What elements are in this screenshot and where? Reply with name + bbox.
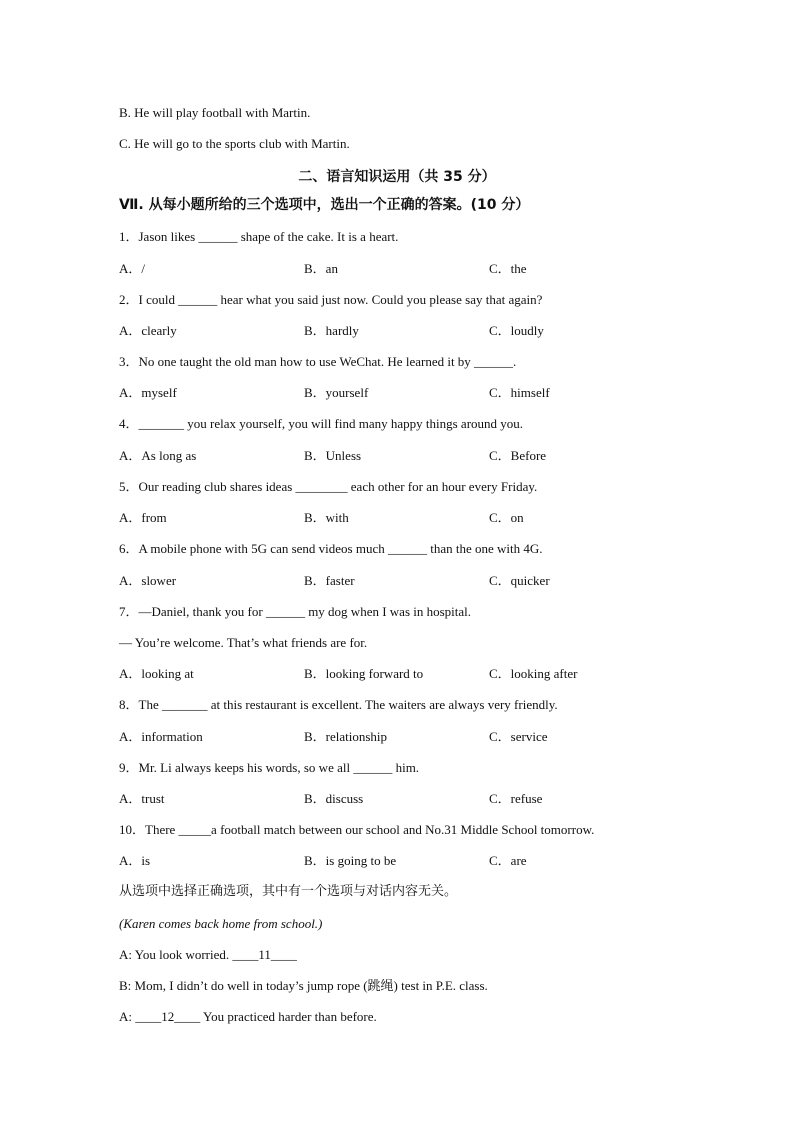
q10-option-a: A．is [119, 853, 151, 868]
q7-option-b: B．looking forward to [304, 666, 424, 681]
question-4: 4．_______ you relax yourself, you will find many happy things around you. [119, 416, 524, 431]
question-7: 7．—Daniel, thank you for ______ my dog when I was in hospital. [119, 604, 472, 619]
q5-option-a: A．from [119, 510, 167, 525]
q10-option-b: B．is going to be [304, 853, 397, 868]
part-7-heading: Ⅶ. 从每小题所给的三个选项中，选出一个正确的答案。(10 分） [119, 197, 530, 213]
q3-option-c: C．himself [489, 385, 550, 400]
q4-option-a: A．As long as [119, 448, 197, 463]
q2-option-b: B．hardly [304, 323, 359, 338]
q2-option-c: C．loudly [489, 323, 544, 338]
q5-option-c: C．on [489, 510, 524, 525]
q2-option-a: A．clearly [119, 323, 177, 338]
q4-option-b: B．Unless [304, 448, 362, 463]
question-10: 10．There _____a football match between our school and No.31 Middle School tomorrow. [119, 822, 595, 837]
dialog-line-1: A: You look worried. ____11____ [119, 947, 297, 962]
question-1: 1．Jason likes ______ shape of the cake. It is a heart. [119, 229, 399, 244]
previous-option-b: B. He will play football with Martin. [119, 105, 311, 120]
q6-option-b: B．faster [304, 573, 355, 588]
question-9: 9．Mr. Li always keeps his words, so we all ______ him. [119, 760, 420, 775]
q1-option-c: C．the [489, 261, 527, 276]
q9-option-a: A．trust [119, 791, 165, 806]
q4-option-c: C．Before [489, 448, 547, 463]
question-5: 5．Our reading club shares ideas ________ each other for an hour every Friday. [119, 479, 538, 494]
q6-option-c: C．quicker [489, 573, 550, 588]
question-3: 3．No one taught the old man how to use WeChat. He learned it by ______. [119, 354, 517, 369]
q7-option-a: A．looking at [119, 666, 194, 681]
q9-option-c: C．refuse [489, 791, 543, 806]
q5-option-b: B．with [304, 510, 349, 525]
question-8: 8．The _______ at this restaurant is excellent. The waiters are always very friendly. [119, 697, 558, 712]
dialog-instruction: 从选项中选择正确选项，其中有一个选项与对话内容无关。 [119, 884, 458, 899]
q6-option-a: A．slower [119, 573, 177, 588]
dialog-line-2: B: Mom, I didn’t do well in today’s jump rope (跳绳) test in P.E. class. [119, 978, 488, 993]
question-6: 6．A mobile phone with 5G can send videos much ______ than the one with 4G. [119, 541, 543, 556]
question-7-reply: — You’re welcome. That’s what friends are for. [119, 635, 368, 650]
section-title: 二、语言知识运用（共 35 分） [298, 169, 496, 185]
q8-option-c: C．service [489, 729, 548, 744]
q3-option-a: A．myself [119, 385, 177, 400]
q1-option-a: A．/ [119, 261, 146, 276]
dialog-line-3: A: ____12____ You practiced harder than before. [119, 1009, 377, 1024]
previous-option-c: C. He will go to the sports club with Martin. [119, 136, 350, 151]
q9-option-b: B．discuss [304, 791, 364, 806]
q1-option-b: B．an [304, 261, 338, 276]
q8-option-b: B．relationship [304, 729, 388, 744]
q10-option-c: C．are [489, 853, 527, 868]
q3-option-b: B．yourself [304, 385, 369, 400]
q7-option-c: C．looking after [489, 666, 578, 681]
question-2: 2．I could ______ hear what you said just now. Could you please say that again? [119, 292, 543, 307]
q8-option-a: A．information [119, 729, 203, 744]
dialog-context: (Karen comes back home from school.) [119, 916, 323, 931]
